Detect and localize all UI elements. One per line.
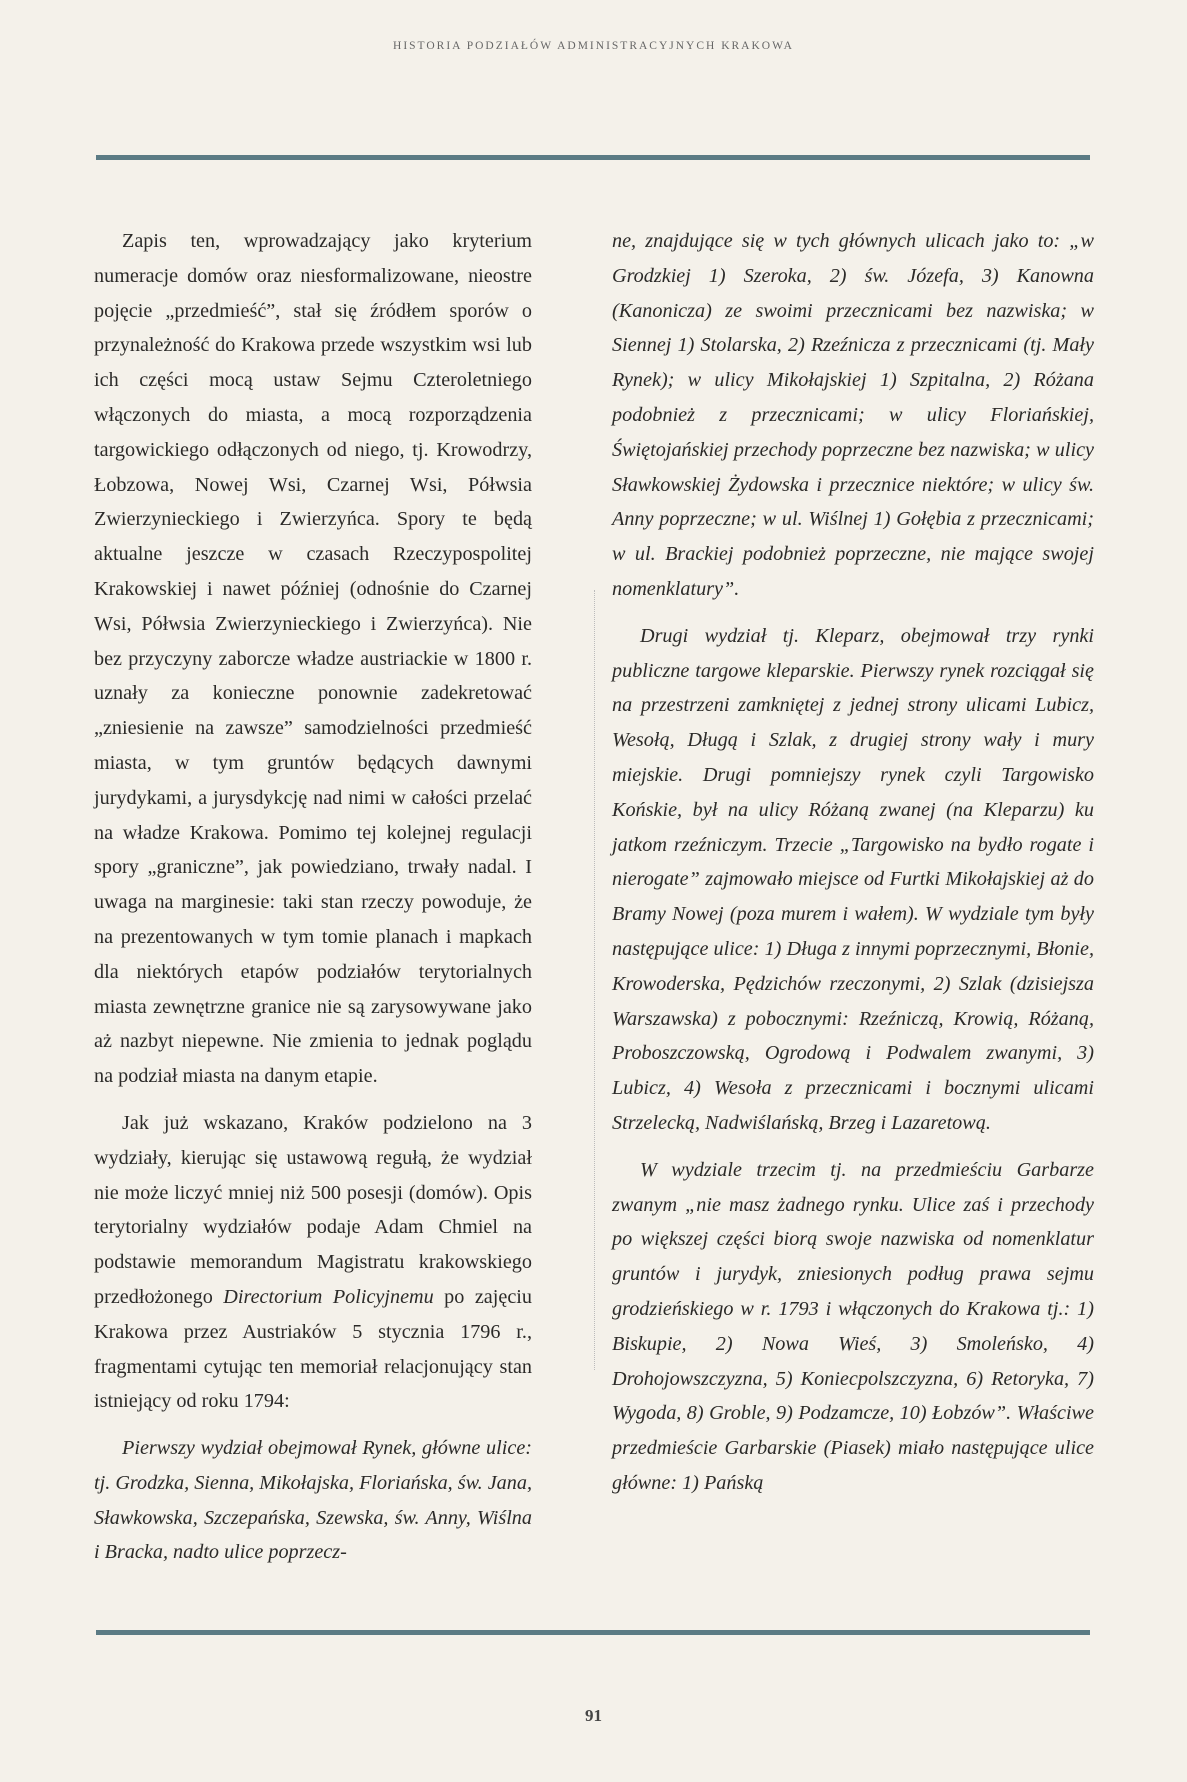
page-number: 91 (585, 1706, 602, 1725)
left-column (94, 224, 532, 1570)
left-paragraph-1: Zapis ten, wprowadzający jako kryterium numeracje domów oraz niesformalizowane, nieostre pojęcie „przedmieść”, stał się źródłem sporów o przynależność do Krakowa przede wszystkim wsi lub ich części mocą ustaw Sejmu Czteroletniego włączonych do miasta, a mocą rozporządzenia targowickiego odłączonych od niego, tj. Krowodrzy, Łobzowa, Nowej Wsi, Czarnej Wsi, Półwsia Zwierzynieckiego i Zwierzyńca. Spory te będą aktualne jeszcze w czasach Rzeczypospolitej Krakowskiej i nawet później (odnośnie do Czarnej Wsi, Półwsia Zwierzynieckiego i Zwierzyńca). Nie bez przyczyny zaborcze władze austriackie w 1800 r. uznały za konieczne ponownie zadekretować „zniesienie na zawsze” samodzielności przedmieść miasta, w tym gruntów będących dawnymi jurydykami, a jurysdykcję nad nimi w całości przelać na władze Krakowa. Pomimo tej kolejnej regulacji spory „graniczne”, jak powiedziano, trwały nadal. I uwaga na marginesie: taki stan rzeczy powoduje, że na prezentowanych w tym tomie planach i mapkach dla niektórych etapów podziałów terytorialnych miasta zewnętrzne granice nie są zarysowywane jako aż nazbyt niepewne. Nie zmienia to jednak poglądu na podział miasta na danym etapie. (94, 230, 532, 1088)
right-paragraph-1-quote: ne, znajdujące się w tych głównych ulicach jako to: „w Grodzkiej 1) Szeroka, 2) św. Józefa, 3) Kanowna (Kanonicza) ze swoimi przecznicami bez nazwiska; w Siennej 1) Stolarska, 2) Rzeźnicza z przecznicami (tj. Mały Rynek); w ulicy Mikołajskiej 1) Szpitalna, 2) Różana podobnież z przecznicami; w ulicy Floriańskiej, Świętojańskiej przechody poprzeczne bez nazwiska; w ulicy Sławkowskiej Żydowska i przecznice niektóre; w ulicy św. Anny poprzeczne; w ul. Wiślnej 1) Gołębia z przecznicami; w ul. Brackiej podobnież poprzeczne, nie mające swojej nomenklatury”. (612, 230, 1094, 600)
right-paragraph-2-quote: Drugi wydział tj. Kleparz, obejmował trzy rynki publiczne targowe kleparskie. Pierwszy rynek rozciągał się na przestrzeni zamkniętej z jednej strony ulicami Lubicz, Wesołą, Długą i Szlak, z drugiej strony wały i mury miejskie. Drugi pomniejszy rynek czyli Targowisko Końskie, był na ulicy Różaną zwanej (na Kleparzu) ku jatkom rzeźniczym. Trzecie „Targowisko na bydło rogate i nierogate” zajmowało miejsce od Furtki Mikołajskiej aż do Bramy Nowej (poza murem i wałem). W wydziale tym były następujące ulice: 1) Długa z innymi poprzecznymi, Błonie, Krowoderska, Pędzichów rzeczonymi, 2) Szlak (dzisiejsza Warszawska) z pobocznymi: Rzeźniczą, Krowią, Różaną, Proboszczowską, Ogrodową i Podwalem zwanymi, 3) Lubicz, 4) Wesoła z przecznicami i bocznymi ulicami Strzelecką, Nadwiślańską, Brzeg i Lazaretową. (612, 624, 1094, 1134)
left-paragraph-3-quote: Pierwszy wydział obejmował Rynek, główne ulice: tj. Grodzka, Sienna, Mikołajska, Floriańska, św. Jana, Sławkowska, Szczepańska, Szewska, św. Anny, Wiślna i Bracka, nadto ulice poprzecz- (94, 1437, 532, 1564)
left-paragraph-2-text-b: po zajęciu Krakowa przez Austriaków 5 stycznia 1796 r., fragmentami cytując ten memoriał relacjonujący stan istniejący od roku 1794: (94, 1285, 532, 1413)
left-paragraph-2 (94, 1106, 532, 1419)
top-rule (96, 155, 1090, 160)
bottom-rule (96, 1630, 1090, 1635)
right-column (612, 224, 1094, 1501)
left-paragraph-2-italic: Directorium Policyjnemu (223, 1285, 434, 1308)
running-title: HISTORIA PODZIAŁÓW ADMINISTRACYJNYCH KRAKOWA (393, 40, 794, 52)
right-paragraph-3-quote: W wydziale trzecim tj. na przedmieściu Garbarze zwanym „nie masz żadnego rynku. Ulice zaś i przechody po większej części biorą swoje nazwiska od nomenklatur gruntów i jurydyk, zniesionych podług prawa sejmu grodzieńskiego w r. 1793 i włączonych do Krakowa tj.: 1) Biskupie, 2) Nowa Wieś, 3) Smoleńsko, 4) Drohojowszczyzna, 5) Koniecpolszczyzna, 6) Retoryka, 7) Wygoda, 8) Groble, 9) Podzamcze, 10) Łobzów”. Właściwe przedmieście Garbarskie (Piasek) miało następujące ulice główne: 1) Pańską (612, 1158, 1094, 1494)
left-paragraph-2-text-a: Jak już wskazano, Kraków podzielono na 3 wydziały, kierując się ustawową regułą, że wydział nie może liczyć mniej niż 500 posesji (domów). Opis terytorialny wydziałów podaje Adam Chmiel na podstawie memorandum Magistratu krakowskiego przedłożonego (94, 1111, 532, 1308)
column-divider (594, 590, 595, 1370)
